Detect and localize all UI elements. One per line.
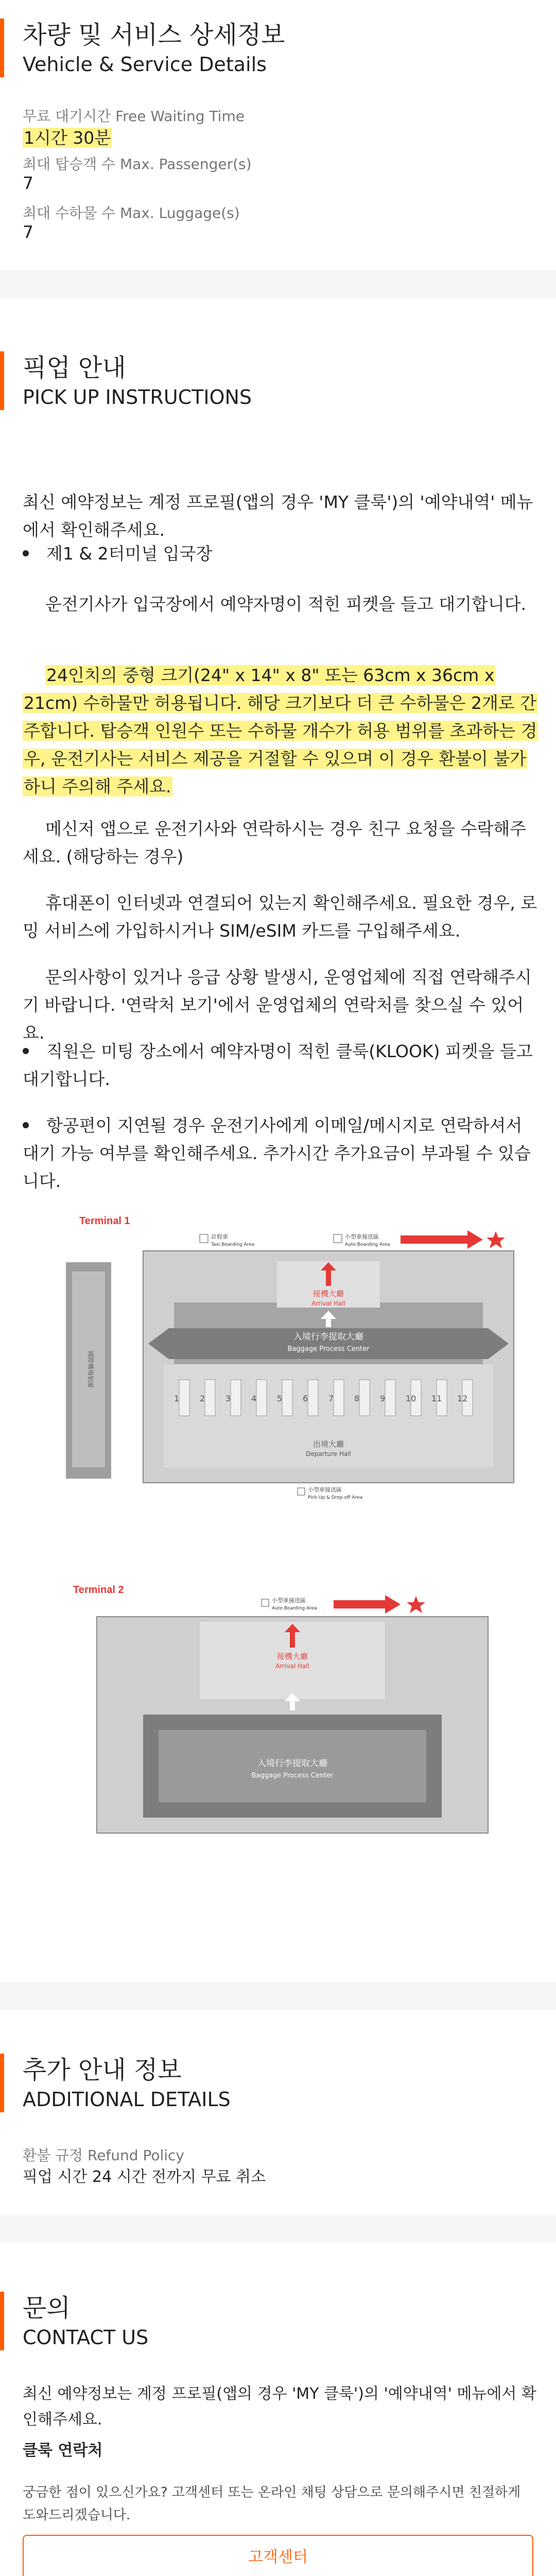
counter-number: 4 bbox=[251, 1394, 257, 1403]
pickup-area-label-en: Pick Up & Drop-off Area bbox=[308, 1495, 363, 1500]
pickup-roaming: 휴대폰이 인터넷과 연결되어 있는지 확인해주세요. 필요한 경우, 로밍 서비스에 가입하시거나 SIM/eSIM 카드를 구입해주세요. bbox=[23, 893, 537, 941]
bullet-dot bbox=[23, 1122, 29, 1128]
additional-section bbox=[0, 2009, 556, 2215]
t2-car-icon bbox=[262, 1599, 269, 1606]
section-title-en: CONTACT US bbox=[23, 2326, 149, 2349]
t2-auto-label: 小型車接送區 bbox=[272, 1597, 306, 1604]
section-title bbox=[0, 351, 252, 410]
section-title bbox=[0, 2292, 148, 2350]
terminal1-title: Terminal 1 bbox=[79, 1215, 130, 1227]
counter-number: 6 bbox=[303, 1394, 308, 1403]
section-title-ko: 차량 및 서비스 상세정보 bbox=[23, 21, 285, 49]
section-title-ko: 추가 안내 정보 bbox=[23, 2056, 182, 2084]
contact-intro: 최신 예약정보는 계정 프로필(앱의 경우 'MY 클룩')의 '예약내역' 메뉴에서 확인해주세요. bbox=[23, 2385, 536, 2429]
direction-arrow-icon bbox=[401, 1230, 483, 1249]
pickup-contact-operator: 문의사항이 있거나 응급 상황 발생시, 운영업체에 직접 연락해주시기 바랍니다. '연락처 보기'에서 운영업체의 연락처를 찾으실 수 있어요. bbox=[23, 967, 532, 1043]
counter-number: 7 bbox=[328, 1394, 334, 1403]
star-icon bbox=[486, 1231, 505, 1248]
arrival-label: 接機大廳 bbox=[312, 1289, 344, 1298]
bullet-text: 제1 & 2터미널 입국장 bbox=[46, 544, 213, 564]
taxi-label-en: Taxi Boarding Area bbox=[211, 1242, 255, 1247]
contact-section bbox=[0, 2242, 556, 2576]
max-luggage-value: 7 bbox=[23, 222, 33, 242]
free-waiting-label: 무료 대기시간 Free Waiting Time bbox=[23, 108, 245, 125]
t2-baggage-label-en: Baggage Process Center bbox=[251, 1772, 334, 1780]
counter-number: 12 bbox=[457, 1394, 468, 1403]
section-title-en: PICK UP INSTRUCTIONS bbox=[23, 386, 252, 409]
side-building-label: 國際機場航廈 bbox=[87, 1350, 94, 1388]
bullet-text: 직원은 미팅 장소에서 예약자명이 적힌 클룩(KLOOK) 피켓을 들고 대기합니다. bbox=[23, 1041, 533, 1089]
check-in-counter bbox=[256, 1380, 267, 1416]
t2-baggage-label: 入境行李提取大廳 bbox=[257, 1758, 327, 1769]
baggage-label: 入境行李提取大廳 bbox=[293, 1332, 363, 1342]
max-passenger-value: 7 bbox=[23, 173, 33, 193]
counter-number: 10 bbox=[406, 1394, 416, 1403]
vehicle-section bbox=[0, 0, 556, 270]
counter-number: 3 bbox=[225, 1394, 231, 1403]
check-in-counter bbox=[205, 1380, 215, 1416]
section-title-en: Vehicle & Service Details bbox=[23, 53, 267, 76]
terminal1-map bbox=[61, 1205, 524, 1514]
departure-label-en: Departure Hall bbox=[306, 1450, 351, 1458]
check-in-counter bbox=[231, 1380, 241, 1416]
free-waiting-highlight: 1시간 30분 bbox=[24, 128, 111, 148]
check-in-counter bbox=[308, 1380, 318, 1416]
departure-label: 出境大廳 bbox=[312, 1439, 344, 1449]
counter-number: 9 bbox=[380, 1394, 386, 1403]
taxi-label: 計程車 bbox=[211, 1233, 228, 1240]
taxi-icon bbox=[200, 1234, 208, 1243]
pickup-section bbox=[0, 298, 556, 1982]
terminal2-map bbox=[61, 1575, 524, 1843]
counter-number: 1 bbox=[174, 1394, 180, 1403]
klook-contact-text: 궁금한 점이 있으신가요? 고객센터 또는 온라인 채팅 상담으로 문의해주시면 친절하게 도와드리겠습니다. bbox=[23, 2485, 521, 2523]
arrival-label-en: Arrival Hall bbox=[311, 1300, 345, 1307]
pickup-car-icon bbox=[298, 1488, 305, 1495]
check-in-counter bbox=[334, 1380, 344, 1416]
bullet-text: 항공편이 지연될 경우 운전기사에게 이메일/메시지로 연락하셔서 대기 가능 여부를 확인해주세요. 추가시간 추가요금이 부과될 수 있습니다. bbox=[23, 1115, 531, 1191]
max-passenger-label: 최대 탑승객 수 Max. Passenger(s) bbox=[23, 156, 252, 173]
counter-number: 8 bbox=[354, 1394, 360, 1403]
counter-number: 2 bbox=[200, 1394, 205, 1403]
check-in-counter bbox=[179, 1380, 189, 1416]
t2-arrival-label: 接機大廳 bbox=[276, 1652, 308, 1661]
terminal2-title: Terminal 2 bbox=[73, 1584, 124, 1596]
section-title bbox=[0, 2054, 231, 2112]
pickup-area-label: 小型車接送區 bbox=[308, 1486, 342, 1493]
baggage-label-en: Baggage Process Center bbox=[287, 1345, 370, 1353]
section-title-ko: 픽업 안내 bbox=[23, 353, 126, 382]
bullet-dot bbox=[23, 1048, 29, 1054]
t2-arrival-label-en: Arrival Hall bbox=[275, 1663, 309, 1670]
check-in-counter bbox=[385, 1380, 395, 1416]
auto-boarding-label-en: Auto Boarding Area bbox=[345, 1242, 390, 1247]
bullet-delay bbox=[23, 1112, 537, 1195]
refund-policy-value: 픽업 시간 24 시간 전까지 무료 취소 bbox=[23, 2168, 266, 2186]
pickup-messenger: 메신저 앱으로 운전기사와 연락하시는 경우 친구 요청을 수락해주세요. (해당하는 경우) bbox=[23, 819, 527, 867]
t2-direction-arrow-icon bbox=[334, 1595, 401, 1614]
section-title bbox=[0, 19, 285, 77]
counter-number: 11 bbox=[431, 1394, 442, 1403]
pickup-luggage-rule bbox=[23, 662, 537, 801]
free-waiting-value bbox=[23, 125, 112, 149]
max-luggage-label: 최대 수하물 수 Max. Luggage(s) bbox=[23, 205, 240, 222]
refund-policy-label: 환불 규정 Refund Policy bbox=[23, 2147, 184, 2164]
pickup-intro: 최신 예약정보는 계정 프로필(앱의 경우 'MY 클룩')의 '예약내역' 메뉴에서 확인해주세요. bbox=[23, 492, 533, 540]
customer-center-button[interactable]: 고객센터 bbox=[23, 2535, 533, 2576]
bullet-dot bbox=[23, 550, 29, 556]
t2-star-icon bbox=[407, 1596, 425, 1613]
t2-auto-label-en: Auto Boarding Area bbox=[272, 1606, 317, 1611]
klook-contact-heading: 클룩 연락처 bbox=[23, 2442, 103, 2460]
auto-boarding-label: 小型車接送區 bbox=[345, 1233, 379, 1240]
counter-number: 5 bbox=[277, 1394, 283, 1403]
section-title-en: ADDITIONAL DETAILS bbox=[23, 2088, 231, 2111]
check-in-counter bbox=[282, 1380, 292, 1416]
car-icon bbox=[334, 1234, 342, 1243]
pickup-driver-wait: 운전기사가 입국장에서 예약자명이 적힌 피켓을 들고 대기합니다. bbox=[45, 594, 527, 614]
section-title-ko: 문의 bbox=[23, 2294, 71, 2323]
bullet-staff bbox=[23, 1038, 537, 1093]
luggage-rule-highlight: 24인치의 중형 크기(24" x 14" x 8" 또는 63cm x 36cm x 21cm) 수하물만 허용됩니다. 해당 크기보다 더 큰 수하물은 2개로 간주합니다. 탑승객 인원수 또는 수하물 개수가 허용 범위를 초과하는 경우, 운전기사는 서비스 제공을 거절할 수 있으며 이 경우 환불이 불가하니 주의해 주세요. bbox=[24, 665, 537, 796]
bullet-terminal bbox=[23, 540, 537, 568]
check-in-counter bbox=[359, 1380, 370, 1416]
